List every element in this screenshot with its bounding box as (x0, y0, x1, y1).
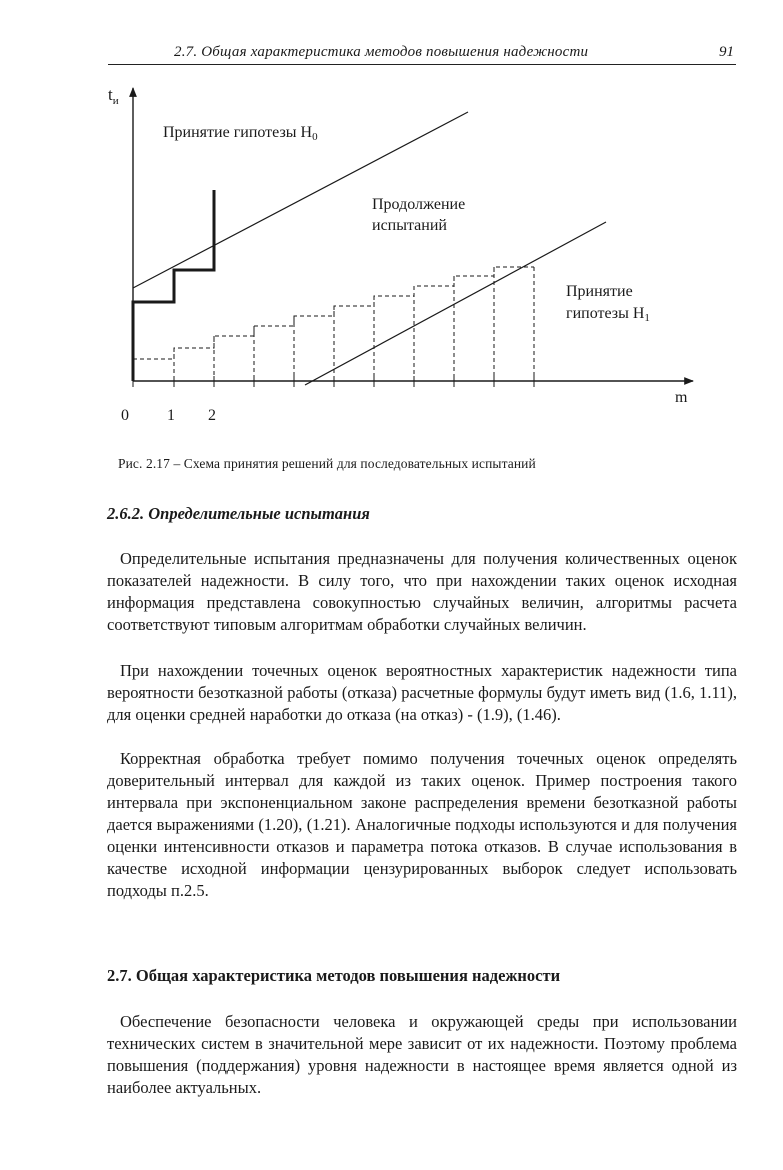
accept-h0-label: Принятие гипотезы H0 (163, 124, 318, 143)
paragraph: Корректная обработка требует помимо получения точечных оценок определять доверительный интервал для каждой из таких оценок. Пример построения такого интервала при экспоненциальном законе распределения времени безотказной работы дается выражениями (1.20), (1.21). Аналогичные подходы используются и для получения оценки интенсивности отказов и параметра потока отказов. В случае использования в качестве исходной информации цензурированных выборок следует использовать подходы п.2.5. (107, 749, 737, 900)
sequential-test-diagram (100, 80, 710, 430)
x-tick-label-2: 2 (208, 407, 216, 424)
continue-testing-label: Продолжение испытаний (372, 196, 466, 234)
section-heading-2-6-2: 2.6.2. Определительные испытания (107, 504, 370, 523)
x-tick-label-0: 0 (121, 407, 129, 424)
paragraph: Обеспечение безопасности человека и окружающей среды при использовании технических систем в значительной мере зависит от их надежности. Поэтому проблема повышения (поддержания) уровня надежности в настоящее время является одной из наиболее актуальных. (107, 1012, 737, 1097)
dashed-step-path (133, 267, 534, 381)
y-axis-label: $t_и$ (108, 85, 119, 107)
paragraph: При нахождении точечных оценок вероятностных характеристик надежности типа вероятности безотказной работы (отказа) расчетные формулы будут иметь вид (1.6, 1.11), для оценки средней наработки до отказа (на отказ) - (1.9), (1.46). (107, 661, 737, 724)
x-tick-label-1: 1 (167, 407, 175, 424)
section-heading-2-7: 2.7. Общая характеристика методов повышения надежности (107, 966, 561, 985)
running-header (108, 40, 736, 66)
x-axis-label: m (675, 389, 688, 406)
paragraph: Определительные испытания предназначены для получения количественных оценок показателей надежности. В силу того, что при нахождении таких оценок исходная информация представлена совокупностью случайных величин, алгоритмы расчета соответствуют типовым алгоритмам обработки случайных величин. (107, 549, 737, 634)
page-number: 91 (719, 44, 734, 60)
bold-test-trajectory (133, 190, 214, 381)
h1-boundary-line (305, 222, 606, 385)
header-rule (108, 64, 736, 65)
running-header-title: 2.7. Общая характеристика методов повышения надежности (174, 44, 589, 60)
figure-caption: Рис. 2.17 – Схема принятия решений для последовательных испытаний (118, 456, 536, 471)
accept-h1-label: Принятие гипотезы H1 (566, 283, 650, 324)
